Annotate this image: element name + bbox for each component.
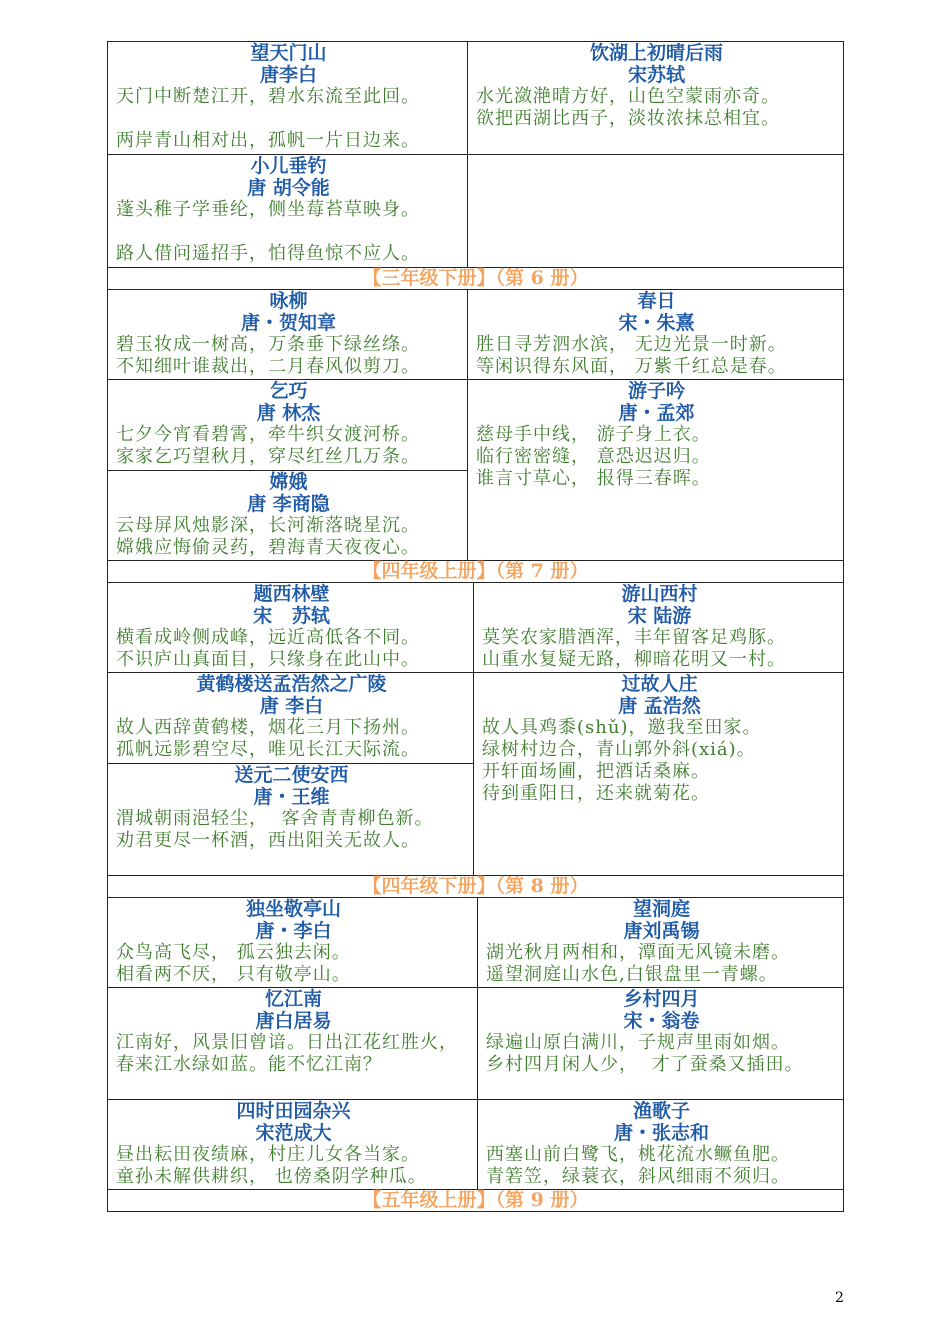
poem-author: 唐 孟浩然 xyxy=(618,695,701,717)
poem-author: 唐白居易 xyxy=(255,1010,332,1032)
poem-author: 宋苏轼 xyxy=(627,64,685,86)
poem-title: 乞巧 xyxy=(269,380,308,402)
poem-line: 等闲识得东风面， 万紫千红总是春。 xyxy=(476,356,787,377)
poem-line: 昼出耘田夜绩麻，村庄儿女各当家。 xyxy=(116,1144,420,1165)
table-row xyxy=(108,673,843,876)
poem-title: 游山西村 xyxy=(621,583,698,605)
grade-heading: 【四年级下册】（第 8 册） xyxy=(362,875,589,897)
poem-cell xyxy=(108,763,473,852)
table-row xyxy=(108,988,843,1100)
poem-title: 四时田园杂兴 xyxy=(236,1100,351,1122)
poem-line: 七夕今宵看碧霄，牵牛织女渡河桥。 xyxy=(116,424,420,445)
poem-title: 饮湖上初晴后雨 xyxy=(589,42,723,64)
poem-author: 唐・贺知章 xyxy=(240,312,336,334)
poem-cell xyxy=(108,42,467,152)
poem-title: 望天门山 xyxy=(250,42,327,64)
poem-line: 乡村四月闲人少， 才了蚕桑又插田。 xyxy=(486,1054,804,1075)
poem-line: 水光潋滟晴方好，山色空蒙雨亦奇。 xyxy=(476,86,780,107)
poem-cell xyxy=(478,898,843,986)
poem-line: 西塞山前白鹭飞，桃花流水鳜鱼肥。 xyxy=(486,1144,790,1165)
poem-line: 劝君更尽一杯酒，西出阳关无故人。 xyxy=(116,830,420,851)
poem-cell xyxy=(108,583,473,671)
poem-title: 春日 xyxy=(637,290,676,312)
poem-cell xyxy=(108,290,467,378)
poem-author: 宋・朱熹 xyxy=(618,312,695,334)
poem-title: 咏柳 xyxy=(269,290,308,312)
poem-line: 故人西辞黄鹤楼，烟花三月下扬州。 xyxy=(116,717,420,738)
poem-line: 江南好，风景旧曾谙。日出江花红胜火，春来江水绿如蓝。能不忆江南？ xyxy=(116,1032,458,1075)
poem-author: 宋・翁卷 xyxy=(623,1010,700,1032)
grade-row xyxy=(108,561,843,583)
poem-cell xyxy=(478,988,843,1076)
table-row xyxy=(108,583,843,673)
poem-cell xyxy=(108,1100,477,1188)
poem-line: 相看两不厌， 只有敬亭山。 xyxy=(116,964,351,985)
table-row xyxy=(108,155,843,268)
poem-author: 宋 苏轼 xyxy=(253,605,330,627)
poem-line: 不识庐山真面目，只缘身在此山中。 xyxy=(116,649,420,670)
poem-author: 唐・王维 xyxy=(253,786,330,808)
poem-line: 云母屏风烛影深，长河渐落晓星沉。 xyxy=(116,515,420,536)
poem-cell xyxy=(108,470,467,559)
table-row xyxy=(108,42,843,155)
poem-title: 忆江南 xyxy=(264,988,322,1010)
poem-author: 唐 李商隐 xyxy=(247,493,330,515)
poem-title: 望洞庭 xyxy=(632,898,690,920)
poem-line: 莫笑农家腊酒浑，丰年留客足鸡豚。 xyxy=(482,627,786,648)
poem-title: 嫦娥 xyxy=(269,471,308,493)
grade-heading: 【五年级上册】（第 9 册） xyxy=(362,1189,589,1211)
poem-line: 不知细叶谁裁出，二月春风似剪刀。 xyxy=(116,356,420,377)
table-row xyxy=(108,290,843,380)
poem-line: 两岸青山相对出，孤帆一片日边来。 xyxy=(116,130,420,151)
poem-line: 绿遍山原白满川，子规声里雨如烟。 xyxy=(486,1032,790,1053)
table-row xyxy=(108,1100,843,1190)
poem-table xyxy=(107,41,844,1212)
poem-line: 胜日寻芳泗水滨， 无边光景一时新。 xyxy=(476,334,787,355)
poem-cell xyxy=(108,380,467,470)
poem-title: 独坐敬亭山 xyxy=(245,898,341,920)
poem-line: 临行密密缝， 意恐迟迟归。 xyxy=(476,446,711,467)
grade-heading: 【三年级下册】（第 6 册） xyxy=(362,267,589,289)
poem-author: 唐・李白 xyxy=(255,920,332,942)
poem-line: 山重水复疑无路，柳暗花明又一村。 xyxy=(482,649,786,670)
poem-cell xyxy=(108,673,473,763)
poem-author: 唐 林杰 xyxy=(256,402,321,424)
poem-line: 慈母手中线， 游子身上衣。 xyxy=(476,424,711,445)
poem-line: 湖光秋月两相和，潭面无风镜未磨。 xyxy=(486,942,790,963)
poem-line: 家家乞巧望秋月，穿尽红丝几万条。 xyxy=(116,446,420,467)
poem-author: 宋范成大 xyxy=(255,1122,332,1144)
table-row xyxy=(108,898,843,988)
poem-line: 嫦娥应悔偷灵药，碧海青天夜夜心。 xyxy=(116,537,420,558)
poem-cell xyxy=(474,673,843,805)
poem-cell xyxy=(468,290,843,378)
poem-author: 唐 李白 xyxy=(259,695,324,717)
poem-cell xyxy=(474,583,843,671)
grade-row xyxy=(108,1190,843,1211)
poem-cell xyxy=(108,988,477,1076)
poem-title: 小儿垂钓 xyxy=(250,155,327,177)
poem-line: 横看成岭侧成峰，远近高低各不同。 xyxy=(116,627,420,648)
poem-line: 绿树村边合，青山郭外斜(xiá)。 xyxy=(482,739,756,760)
poem-title: 乡村四月 xyxy=(623,988,700,1010)
poem-line: 遥望洞庭山水色,白银盘里一青螺。 xyxy=(486,964,778,985)
poem-title: 黄鹤楼送孟浩然之广陵 xyxy=(196,673,387,695)
poem-title: 题西林壁 xyxy=(253,583,330,605)
poem-line: 众鸟高飞尽， 孤云独去闲。 xyxy=(116,942,351,963)
page-number: 2 xyxy=(835,1290,844,1306)
poem-author: 唐李白 xyxy=(259,64,317,86)
poem-line: 路人借问遥招手，怕得鱼惊不应人。 xyxy=(116,243,420,264)
poem-author: 唐 胡令能 xyxy=(247,177,330,199)
poem-line: 待到重阳日，还来就菊花。 xyxy=(482,783,710,804)
poem-line: 蓬头稚子学垂纶，侧坐莓苔草映身。 xyxy=(116,199,420,220)
poem-line: 天门中断楚江开，碧水东流至此回。 xyxy=(116,86,420,107)
poem-author: 唐刘禹锡 xyxy=(623,920,700,942)
poem-cell xyxy=(108,898,477,986)
poem-title: 送元二使安西 xyxy=(234,764,349,786)
poem-author: 宋 陆游 xyxy=(627,605,692,627)
grade-heading: 【四年级上册】（第 7 册） xyxy=(362,560,589,582)
poem-title: 渔歌子 xyxy=(632,1100,690,1122)
poem-line: 故人具鸡黍(shǔ)，邀我至田家。 xyxy=(482,717,762,738)
poem-cell xyxy=(478,1100,843,1188)
poem-line: 孤帆远影碧空尽，唯见长江天际流。 xyxy=(116,739,420,760)
poem-cell xyxy=(108,155,467,265)
grade-row xyxy=(108,876,843,898)
poem-line: 渭城朝雨浥轻尘， 客舍青青柳色新。 xyxy=(116,808,434,829)
poem-line: 谁言寸草心， 报得三春晖。 xyxy=(476,468,711,489)
poem-cell xyxy=(468,380,843,490)
poem-line: 欲把西湖比西子，淡妆浓抹总相宜。 xyxy=(476,108,780,129)
poem-line: 青箬笠，绿蓑衣，斜风细雨不须归。 xyxy=(486,1166,790,1187)
poem-title: 游子吟 xyxy=(627,380,685,402)
poem-line: 童孙未解供耕织， 也傍桑阴学种瓜。 xyxy=(116,1166,427,1187)
poem-line: 开轩面场圃，把酒话桑麻。 xyxy=(482,761,710,782)
poem-author: 唐・张志和 xyxy=(613,1122,709,1144)
poem-author: 唐・孟郊 xyxy=(618,402,695,424)
grade-row xyxy=(108,268,843,290)
poem-title: 过故人庄 xyxy=(621,673,698,695)
table-row xyxy=(108,380,843,561)
poem-cell xyxy=(468,42,843,130)
poem-line: 碧玉妆成一树高，万条垂下绿丝绦。 xyxy=(116,334,420,355)
